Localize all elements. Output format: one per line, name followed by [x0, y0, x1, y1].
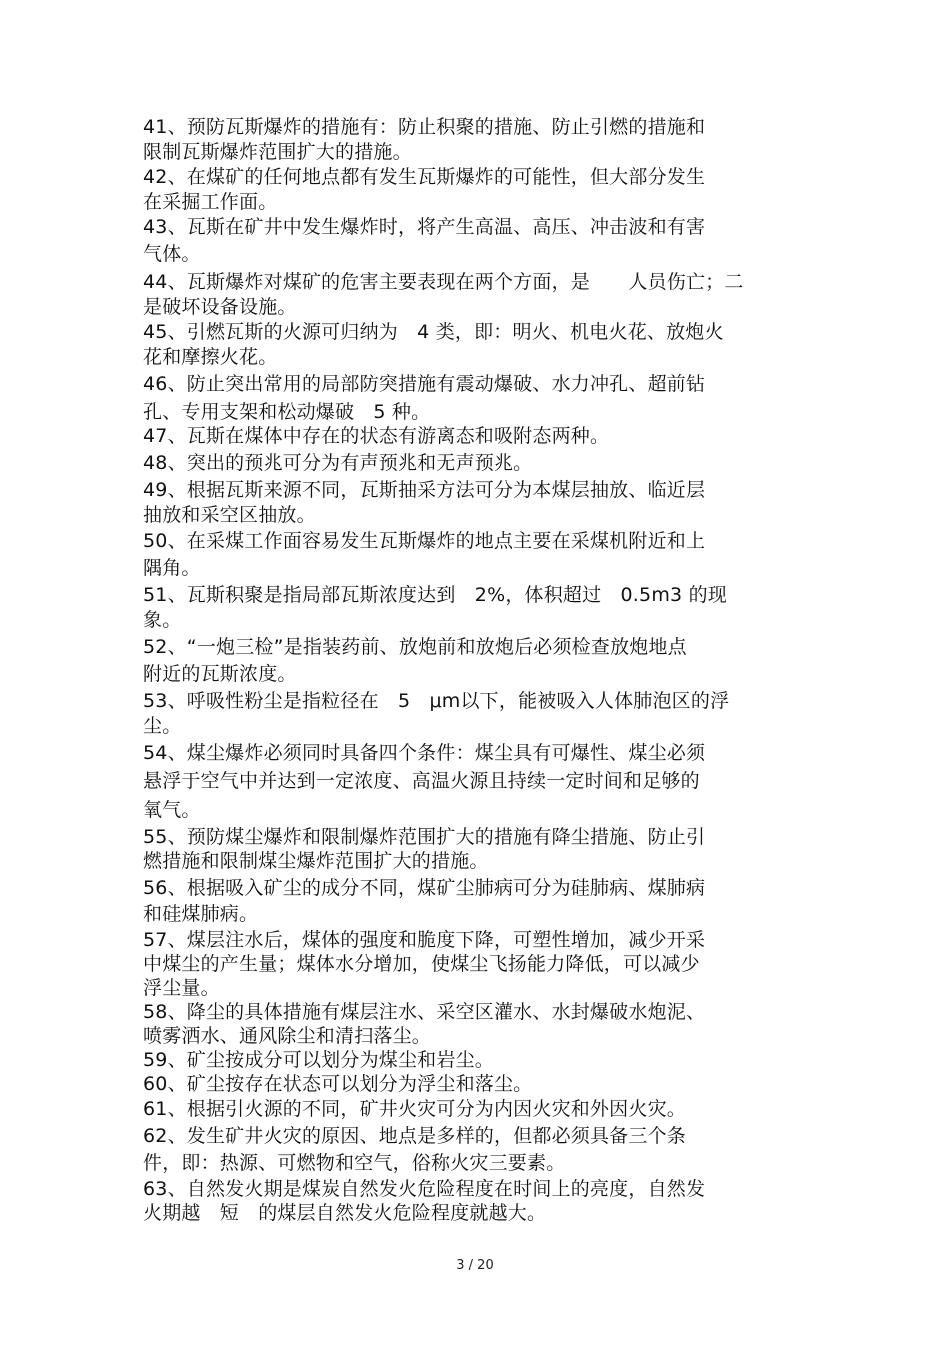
text-line: 44、瓦斯爆炸对煤矿的危害主要表现在两个方面，是 人员伤亡；二 — [143, 271, 744, 293]
text-line: 49、根据瓦斯来源不同，瓦斯抽采方法可分为本煤层抽放、临近层 — [143, 479, 706, 501]
text-line: 在采掘工作面。 — [143, 191, 278, 213]
text-line: 附近的瓦斯浓度。 — [143, 663, 297, 685]
text-line: 和硅煤肺病。 — [143, 903, 259, 925]
text-line: 60、矿尘按存在状态可以划分为浮尘和落尘。 — [143, 1073, 533, 1095]
text-line: 56、根据吸入矿尘的成分不同，煤矿尘肺病可分为硅肺病、煤肺病 — [143, 877, 706, 899]
text-line: 尘。 — [143, 715, 182, 737]
page-number: 3 / 20 — [456, 1258, 494, 1273]
text-line: 43、瓦斯在矿井中发生爆炸时，将产生高温、高压、冲击波和有害 — [143, 216, 706, 238]
text-line: 是破坏设备设施。 — [143, 296, 297, 318]
text-line: 58、降尘的具体措施有煤层注水、采空区灌水、水封爆破水炮泥、 — [143, 1001, 706, 1023]
text-line: 42、在煤矿的任何地点都有发生瓦斯爆炸的可能性，但大部分发生 — [143, 166, 706, 188]
text-line: 54、煤尘爆炸必须同时具备四个条件：煤尘具有可爆性、煤尘必须 — [143, 742, 706, 764]
text-line: 61、根据引火源的不同，矿井火灾可分为内因火灾和外因火灾。 — [143, 1098, 686, 1120]
text-line: 41、预防瓦斯爆炸的措施有：防止积聚的措施、防止引燃的措施和 — [143, 116, 706, 138]
text-line: 燃措施和限制煤尘爆炸范围扩大的措施。 — [143, 850, 489, 872]
text-line: 浮尘量。 — [143, 977, 220, 999]
text-line: 限制瓦斯爆炸范围扩大的措施。 — [143, 141, 412, 163]
text-line: 氧气。 — [143, 799, 201, 821]
text-line: 55、预防煤尘爆炸和限制爆炸范围扩大的措施有降尘措施、防止引 — [143, 826, 706, 848]
text-line: 52、“一炮三检”是指装药前、放炮前和放炮后必须检查放炮地点 — [143, 636, 687, 658]
text-line: 51、瓦斯积聚是指局部瓦斯浓度达到 2%，体积超过 0.5m3 的现 — [143, 584, 727, 606]
text-line: 53、呼吸性粉尘是指粒径在 5 μm以下，能被吸入人体肺泡区的浮 — [143, 690, 730, 712]
text-line: 抽放和采空区抽放。 — [143, 504, 316, 526]
text-line: 孔、专用支架和松动爆破 5 种。 — [143, 401, 431, 423]
text-line: 62、发生矿井火灾的原因、地点是多样的，但都必须具备三个条 — [143, 1125, 686, 1147]
text-line: 隅角。 — [143, 557, 201, 579]
text-line: 气体。 — [143, 243, 201, 265]
text-line: 火期越 短 的煤层自然发火危险程度就越大。 — [143, 1202, 547, 1224]
text-line: 45、引燃瓦斯的火源可归纳为 4 类，即：明火、机电火花、放炮火 — [143, 321, 724, 343]
text-line: 中煤尘的产生量；煤体水分增加，使煤尘飞扬能力降低，可以减少 — [143, 953, 700, 975]
text-line: 47、瓦斯在煤体中存在的状态有游离态和吸附态两种。 — [143, 425, 610, 447]
text-line: 悬浮于空气中并达到一定浓度、高温火源且持续一定时间和足够的 — [143, 770, 700, 792]
text-line: 63、自然发火期是煤炭自然发火危险程度在时间上的亮度，自然发 — [143, 1178, 706, 1200]
text-line: 喷雾洒水、通风除尘和清扫落尘。 — [143, 1025, 432, 1047]
text-line: 48、突出的预兆可分为有声预兆和无声预兆。 — [143, 452, 533, 474]
text-line: 46、防止突出常用的局部防突措施有震动爆破、水力冲孔、超前钻 — [143, 373, 706, 395]
text-line: 花和摩擦火花。 — [143, 346, 278, 368]
text-line: 象。 — [143, 609, 182, 631]
text-line: 50、在采煤工作面容易发生瓦斯爆炸的地点主要在采煤机附近和上 — [143, 530, 706, 552]
text-line: 57、煤层注水后，煤体的强度和脆度下降，可塑性增加，减少开采 — [143, 929, 706, 951]
text-line: 件，即：热源、可燃物和空气，俗称火灾三要素。 — [143, 1152, 566, 1174]
text-line: 59、矿尘按成分可以划分为煤尘和岩尘。 — [143, 1049, 494, 1071]
